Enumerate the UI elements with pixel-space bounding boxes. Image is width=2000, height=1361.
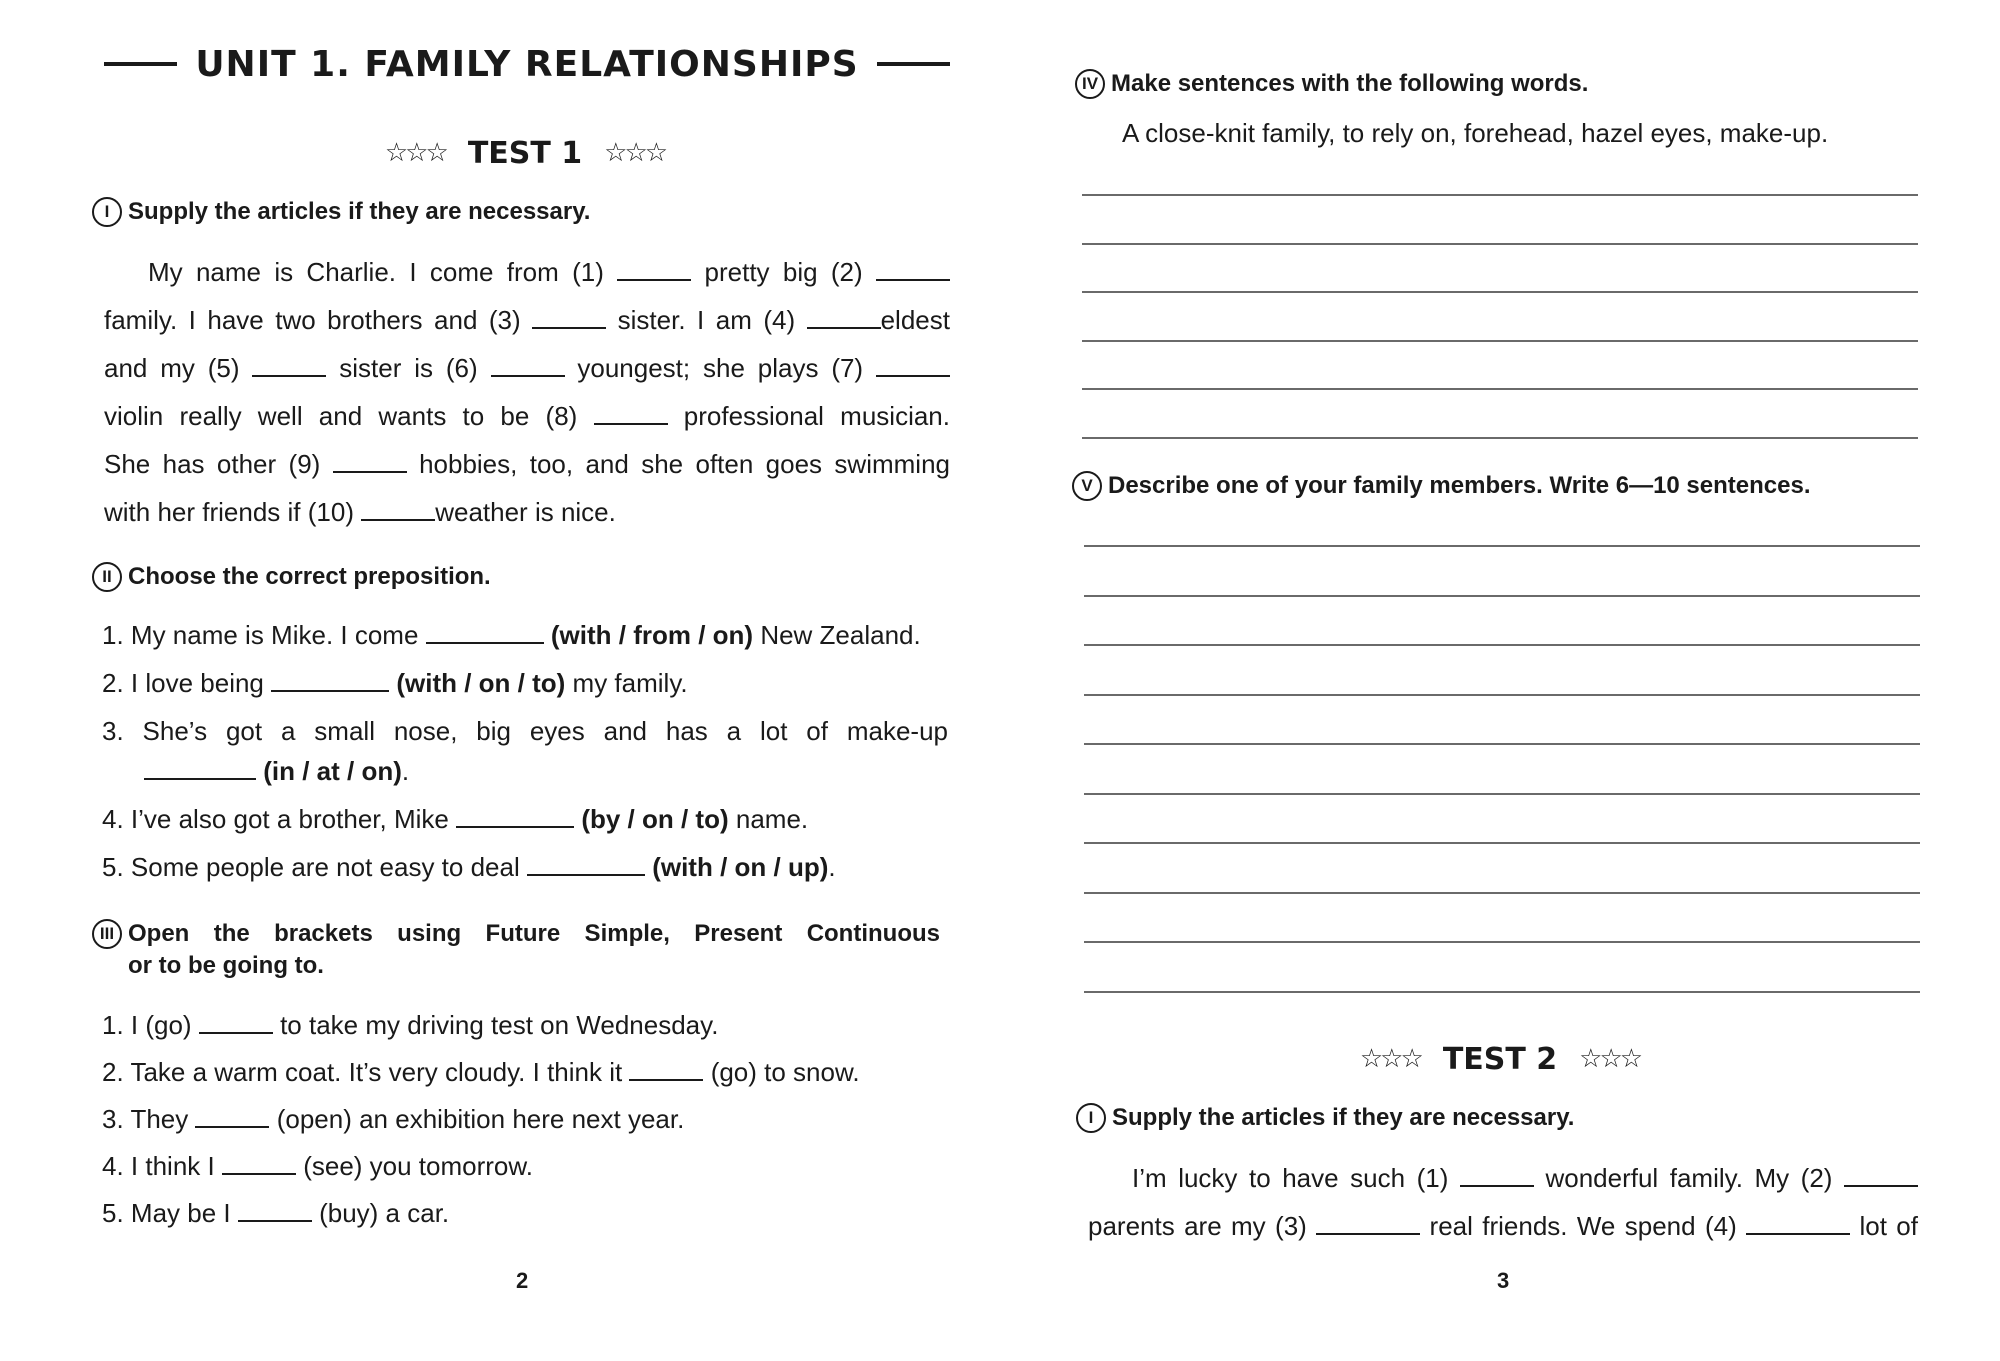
unit-title: UNIT 1. FAMILY RELATIONSHIPS xyxy=(195,43,859,85)
answer-blank[interactable] xyxy=(532,305,606,329)
passage-line: parents are my (3) real friends. We spend (4) lot of xyxy=(1088,1211,1918,1241)
writing-line[interactable] xyxy=(1084,743,1920,745)
test-2-title: TEST 2 xyxy=(1442,1041,1558,1077)
answer-blank[interactable] xyxy=(876,353,950,377)
writing-line[interactable] xyxy=(1084,694,1920,696)
section-1-heading xyxy=(92,196,952,228)
section-4-words: A close-knit family, to rely on, forehead, hazel eyes, make-up. xyxy=(1122,118,1829,148)
answer-blank[interactable] xyxy=(252,353,326,377)
section-6-passage xyxy=(1088,1154,1918,1250)
answer-blank[interactable] xyxy=(271,668,389,692)
passage-line: She has other (9) hobbies, too, and she often goes swimming xyxy=(104,449,950,479)
section-numeral-badge: V xyxy=(1072,471,1102,501)
section-numeral-badge: II xyxy=(92,562,122,592)
answer-blank[interactable] xyxy=(144,756,256,780)
right-page xyxy=(1000,0,2000,1361)
passage-line: I’m lucky to have such (1) wonderful family. My (2) xyxy=(1088,1154,1918,1202)
preposition-item: 3. She’s got a small nose, big eyes and has a lot of make-up xyxy=(102,716,948,746)
answer-blank[interactable] xyxy=(1844,1163,1918,1187)
section-4-title: Make sentences with the following words. xyxy=(1111,70,1589,97)
answer-blank[interactable] xyxy=(195,1104,269,1128)
stars-icon: ☆☆☆ xyxy=(384,138,446,168)
section-2-heading xyxy=(92,561,952,593)
writing-line[interactable] xyxy=(1082,437,1918,439)
preposition-item: 5. Some people are not easy to deal (with / on / up). xyxy=(102,852,836,882)
answer-blank[interactable] xyxy=(333,449,407,473)
section-4-heading xyxy=(1075,68,1975,100)
section-1-passage xyxy=(104,248,950,536)
passage-line: My name is Charlie. I come from (1) pretty big (2) xyxy=(104,248,950,296)
answer-blank[interactable] xyxy=(527,852,645,876)
preposition-item: 1. My name is Mike. I come (with / from / on) New Zealand. xyxy=(102,620,921,650)
answer-blank[interactable] xyxy=(456,804,574,828)
section-2-title: Choose the correct preposition. xyxy=(128,563,491,590)
answer-blank[interactable] xyxy=(1316,1211,1420,1235)
tense-item: 4. I think I (see) you tomorrow. xyxy=(102,1151,533,1181)
answer-blank[interactable] xyxy=(491,353,565,377)
preposition-item-continued: (in / at / on). xyxy=(144,754,409,788)
test-1-title: TEST 1 xyxy=(467,135,583,171)
stars-icon: ☆☆☆ xyxy=(1579,1044,1641,1074)
answer-blank[interactable] xyxy=(426,620,544,644)
writing-line[interactable] xyxy=(1082,291,1918,293)
passage-line: violin really well and wants to be (8) professional musician. xyxy=(104,401,950,431)
section-5-heading xyxy=(1072,470,1972,502)
test-2-heading xyxy=(1275,1036,1725,1082)
answer-blank[interactable] xyxy=(629,1057,703,1081)
writing-line[interactable] xyxy=(1082,194,1918,196)
section-numeral-badge: III xyxy=(92,919,122,949)
writing-line[interactable] xyxy=(1084,941,1920,943)
passage-line: with her friends if (10) weather is nice. xyxy=(104,497,616,527)
section-numeral-badge: IV xyxy=(1075,69,1105,99)
section-6-heading xyxy=(1076,1102,1976,1134)
answer-blank[interactable] xyxy=(1460,1163,1534,1187)
writing-line[interactable] xyxy=(1084,595,1920,597)
unit-header xyxy=(104,38,950,90)
section-numeral-badge: I xyxy=(1076,1103,1106,1133)
answer-blank[interactable] xyxy=(594,401,668,425)
section-6-title: Supply the articles if they are necessary. xyxy=(1112,1104,1575,1131)
writing-line[interactable] xyxy=(1084,545,1920,547)
header-rule-left xyxy=(104,62,177,66)
writing-line[interactable] xyxy=(1084,842,1920,844)
preposition-item: 4. I’ve also got a brother, Mike (by / on / to) name. xyxy=(102,804,809,834)
writing-line[interactable] xyxy=(1084,644,1920,646)
header-rule-right xyxy=(877,62,950,66)
page-number: 2 xyxy=(516,1268,529,1293)
writing-line[interactable] xyxy=(1084,991,1920,993)
answer-blank[interactable] xyxy=(1746,1211,1850,1235)
stars-icon: ☆☆☆ xyxy=(1359,1044,1421,1074)
answer-blank[interactable] xyxy=(199,1010,273,1034)
writing-line[interactable] xyxy=(1082,340,1918,342)
tense-item: 2. Take a warm coat. It’s very cloudy. I think it (go) to snow. xyxy=(102,1057,860,1087)
section-5-title: Describe one of your family members. Write 6—10 sentences. xyxy=(1108,472,1811,499)
tense-item: 3. They (open) an exhibition here next year. xyxy=(102,1104,685,1134)
test-1-heading xyxy=(300,130,750,176)
writing-line[interactable] xyxy=(1082,243,1918,245)
answer-blank[interactable] xyxy=(876,257,950,281)
section-numeral-badge: I xyxy=(92,197,122,227)
tense-item: 5. May be I (buy) a car. xyxy=(102,1198,450,1228)
passage-line: and my (5) sister is (6) youngest; she plays (7) xyxy=(104,344,950,392)
answer-blank[interactable] xyxy=(238,1198,312,1222)
passage-line: family. I have two brothers and (3) sister. I am (4) eldest xyxy=(104,305,950,335)
writing-line[interactable] xyxy=(1084,892,1920,894)
answer-blank[interactable] xyxy=(361,497,435,521)
tense-item: 1. I (go) to take my driving test on Wednesday. xyxy=(102,1010,719,1040)
preposition-item: 2. I love being (with / on / to) my family. xyxy=(102,668,688,698)
answer-blank[interactable] xyxy=(617,257,691,281)
answer-blank[interactable] xyxy=(222,1151,296,1175)
writing-line[interactable] xyxy=(1084,793,1920,795)
page-number: 3 xyxy=(1497,1268,1510,1293)
stars-icon: ☆☆☆ xyxy=(604,138,666,168)
section-1-title: Supply the articles if they are necessary. xyxy=(128,198,591,225)
answer-blank[interactable] xyxy=(807,305,881,329)
writing-line[interactable] xyxy=(1082,388,1918,390)
section-3-heading: III Open the brackets using Future Simple, Present Continuous or to be going to. xyxy=(92,918,952,982)
